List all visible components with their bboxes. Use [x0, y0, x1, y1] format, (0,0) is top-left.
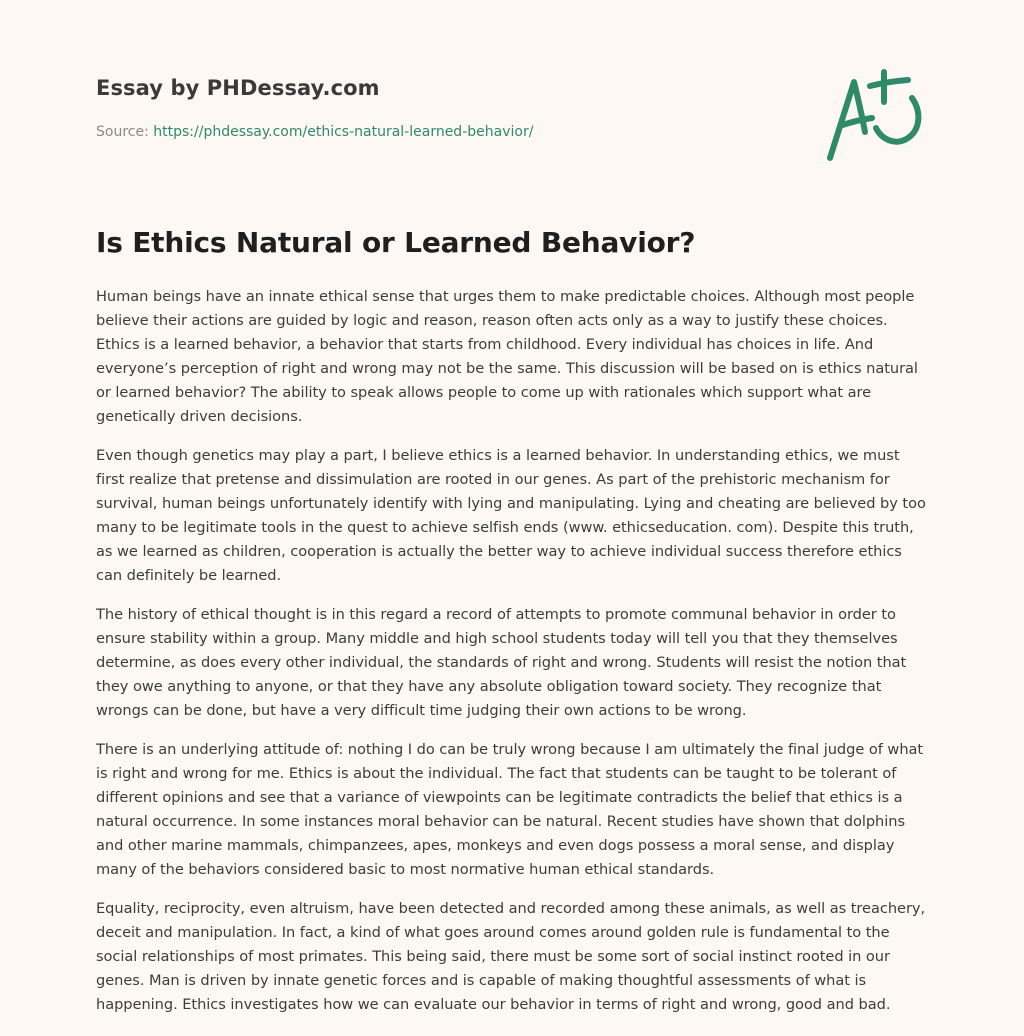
essay-title: Is Ethics Natural or Learned Behavior? — [96, 226, 696, 259]
essay-paragraph-1: Human beings have an innate ethical sense that urges them to make predictable choices. Although most people believe their actions are guided by logic and reason, reason often acts only as a way to justify these choices. Ethics is a learned behavior, a behavior that starts from childhood. Every individual has choices in life. And everyone’s perception of right and wrong may not be the same. This discussion will be based on is ethics natural or learned behavior? The ability to speak allows people to come up with rationales which support what are genetically driven decisions. — [96, 288, 918, 425]
essay-paragraph-4: There is an underlying attitude of: nothing I do can be truly wrong because I am ultimately the final judge of what is right and wrong for me. Ethics is about the individual. The fact that students can be taught to be tolerant of different opinions and see that a variance of viewpoints can be legitimate contradicts the belief that ethics is a natural occurrence. In some instances moral behavior can be natural. Recent studies have shown that dolphins and other marine mammals, chimpanzees, apes, monkeys and even dogs possess a moral sense, and display many of the behaviors considered basic to most normative human ethical standards. — [96, 741, 924, 878]
source-link[interactable]: https://phdessay.com/ethics-natural-learned-behavior/ — [153, 124, 534, 140]
site-brand: Essay by PHDessay.com — [96, 76, 380, 100]
essay-body — [96, 285, 932, 1032]
essay-paragraph-5: Equality, reciprocity, even altruism, have been detected and recorded among these animals, as well as treachery, deceit and manipulation. In fact, a kind of what goes around comes around golden rule is fundamental to the social relationships of most primates. This being said, there must be some sort of social instinct rooted in our genes. Man is driven by innate genetic forces and is capable of making thoughtful assessments of what is happening. Ethics investigates how we can evaluate our behavior in terms of right and wrong, good and bad. — [96, 900, 926, 1013]
a-plus-logo-icon — [824, 68, 928, 164]
essay-paragraph-2: Even though genetics may play a part, I believe ethics is a learned behavior. In understanding ethics, we must first realize that pretense and dissimulation are rooted in our genes. As part of the prehistoric mechanism for survival, human beings unfortunately identify with lying and manipulating. Lying and cheating are believed by too many to be legitimate tools in the quest to achieve selfish ends (www. ethicseducation. com). Despite this truth, as we learned as children, cooperation is actually the better way to achieve individual success therefore ethics can definitely be learned. — [96, 447, 926, 584]
essay-paragraph-3: The history of ethical thought is in this regard a record of attempts to promote communal behavior in order to ensure stability within a group. Many middle and high school students today will tell you that they themselves determine, as does every other individual, the standards of right and wrong. Students will resist the notion that they owe anything to anyone, or that they have any absolute obligation toward society. They recognize that wrongs can be done, but have a very difficult time judging their own actions to be wrong. — [96, 606, 907, 719]
source-label: Source: — [96, 124, 154, 140]
source-line — [96, 124, 533, 140]
